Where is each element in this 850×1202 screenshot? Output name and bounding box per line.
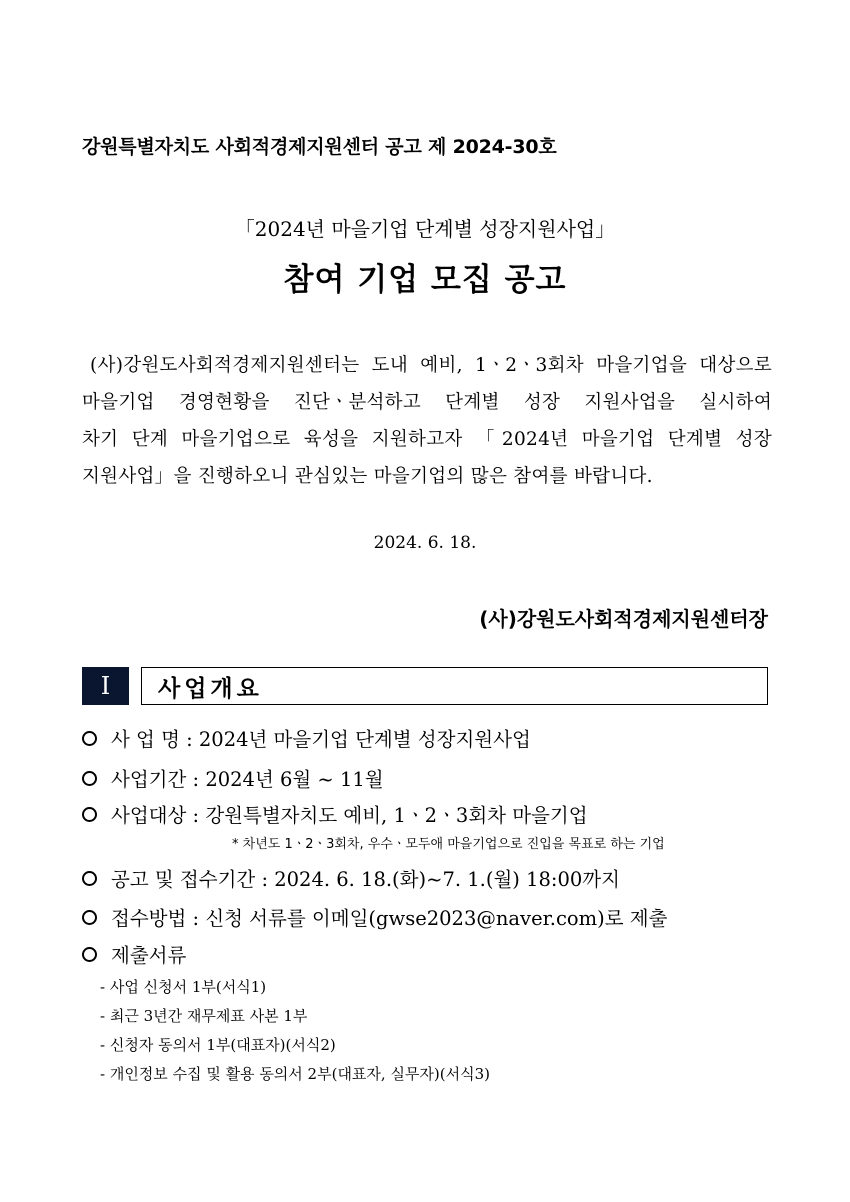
circle-bullet-icon xyxy=(82,910,97,925)
notice-date: 2024. 6. 18. xyxy=(373,533,477,553)
item-period xyxy=(82,764,384,792)
item-text: 접수방법 : 신청 서류를 이메일(gwse2023@naver.com)로 제출 xyxy=(111,907,668,930)
target-note: * 차년도 1ㆍ2ㆍ3회차, 우수ㆍ모두애 마을기업으로 진입을 목표로 하는 기업 xyxy=(232,837,665,852)
item-text: 사업대상 : 강원특별자치도 예비, 1ㆍ2ㆍ3회차 마을기업 xyxy=(111,804,588,827)
list-item: - 사업 신청서 1부(서식1) xyxy=(100,978,267,996)
page-title: 참여 기업 모집 공고 xyxy=(283,262,567,298)
intro-line: 차기 단계 마을기업으로 육성을 지원하고자 「2024년 마을기업 단계별 성장 xyxy=(82,429,772,450)
circle-bullet-icon xyxy=(82,771,97,786)
circle-bullet-icon xyxy=(82,731,97,746)
item-text: 사업기간 : 2024년 6월 ~ 11월 xyxy=(111,768,384,791)
item-text: 사 업 명 : 2024년 마을기업 단계별 성장지원사업 xyxy=(111,728,531,751)
intro-line: 마을기업 경영현황을 진단ㆍ분석하고 단계별 성장 지원사업을 실시하여 xyxy=(82,392,772,413)
intro-paragraph xyxy=(82,347,772,495)
list-item: - 신청자 동의서 1부(대표자)(서식2) xyxy=(100,1036,336,1054)
section-title: 사업개요 xyxy=(141,667,768,705)
item-submission-method xyxy=(82,903,667,931)
project-subtitle: 「2024년 마을기업 단계별 성장지원사업」 xyxy=(234,217,616,241)
intro-line: (사)강원도사회적경제지원센터는 도내 예비, 1ㆍ2ㆍ3회차 마을기업을 대상으로 xyxy=(90,355,772,376)
item-text: 공고 및 접수기간 : 2024. 6. 18.(화)~7. 1.(월) 18:00까지 xyxy=(111,868,620,891)
item-application-period xyxy=(82,864,620,892)
item-documents xyxy=(82,940,186,968)
document-list xyxy=(100,973,490,1089)
list-item: - 최근 3년간 재무제표 사본 1부 xyxy=(100,1007,308,1025)
issuer: (사)강원도사회적경제지원센터장 xyxy=(479,607,768,631)
item-project-name xyxy=(82,724,531,752)
circle-bullet-icon xyxy=(82,807,97,822)
section-number: Ⅰ xyxy=(82,667,129,705)
circle-bullet-icon xyxy=(82,947,97,962)
item-target xyxy=(82,800,588,828)
section-header xyxy=(82,667,768,705)
notice-number: 강원특별자치도 사회적경제지원센터 공고 제 2024-30호 xyxy=(82,136,557,158)
intro-line: 지원사업」을 진행하오니 관심있는 마을기업의 많은 참여를 바랍니다. xyxy=(82,466,653,487)
item-text: 제출서류 xyxy=(111,944,187,967)
circle-bullet-icon xyxy=(82,871,97,886)
list-item: - 개인정보 수집 및 활용 동의서 2부(대표자, 실무자)(서식3) xyxy=(100,1065,491,1083)
